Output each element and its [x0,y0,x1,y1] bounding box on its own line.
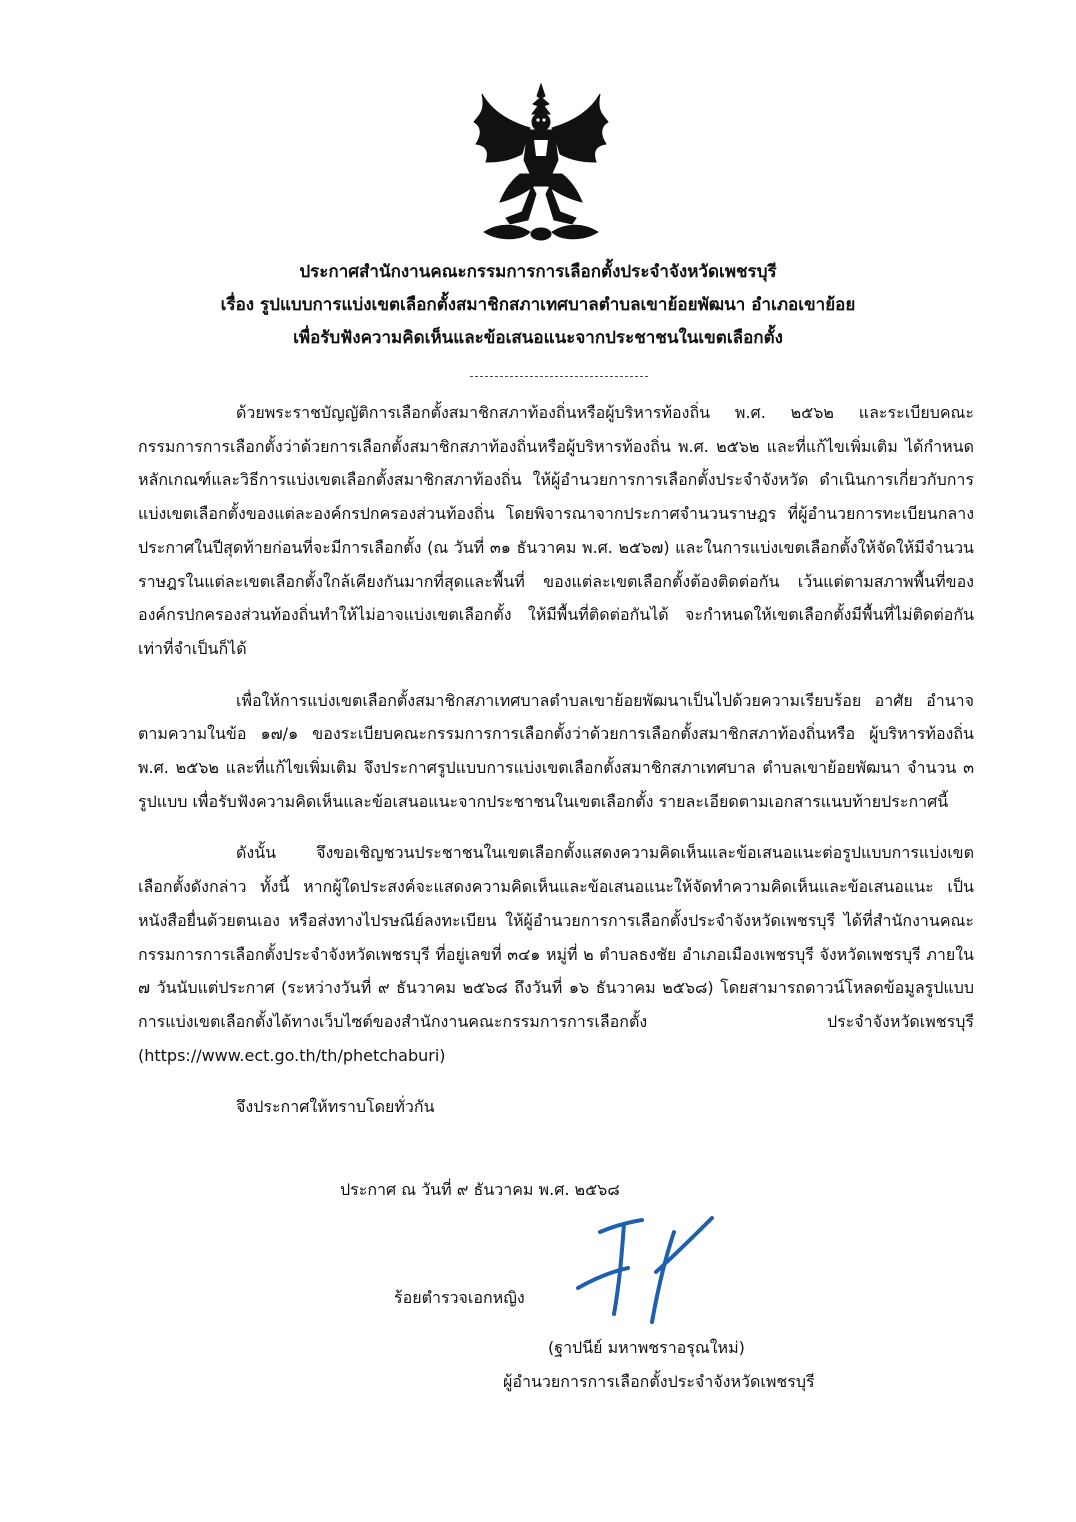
signer-position: ผู้อำนวยการการเลือกตั้งประจำจังหวัดเพชรบุรี [503,1372,815,1391]
garuda-emblem-icon [470,82,612,246]
body-paragraph: ดังนั้น จึงขอเชิญชวนประชาชนในเขตเลือกตั้งแสดงความคิดเห็นและข้อเสนอแนะต่อรูปแบบการแบ่งเขต เลือกตั้งดังกล่าว ทั้งนี้ หากผู้ใดประสงค์จะแสดงความคิดเห็นและข้อเสนอแนะให้จัดทำความคิดเห็นและข้อเสนอแนะ เป็นหนังสือยื่นด้วยตนเอง หรือส่งทางไปรษณีย์ลงทะเบียน ให้ผู้อำนวยการการเลือกตั้งประจำจังหวัดเพชรบุรี ได้ที่สำนักงานคณะกรรมการการเลือกตั้งประจำจังหวัดเพชรบุรี ที่อยู่เลขที่ ๓๔๑ หมู่ที่ ๒ ตำบลธงชัย อำเภอเมืองเพชรบุรี จังหวัดเพชรบุรี ภายใน ๗ วันนับแต่ประกาศ (ระหว่างวันที่ ๙ ธันวาคม ๒๕๖๘ ถึงวันที่ ๑๖ ธันวาคม ๒๕๖๘) โดยสามารถดาวน์โหลดข้อมูลรูปแบบการแบ่งเขตเลือกตั้งได้ทางเว็บไซต์ของสำนักงานคณะกรรมการการเลือกตั้ง ประจำจังหวัดเพชรบุรี (https://www.ect.go.th/th/phetchaburi) [138,843,974,1065]
body-paragraph: เพื่อให้การแบ่งเขตเลือกตั้งสมาชิกสภาเทศบาลตำบลเขาย้อยพัฒนาเป็นไปด้วยความเรียบร้อย อาศัย อำนาจตามความในข้อ ๑๗/๑ ของระเบียบคณะกรรมการการเลือกตั้งว่าด้วยการเลือกตั้งสมาชิกสภาท้องถิ่นหรือ ผู้บริหารท้องถิ่น พ.ศ. ๒๕๖๒ และที่แก้ไขเพิ่มเติม จึงประกาศรูปแบบการแบ่งเขตเลือกตั้งสมาชิกสภาเทศบาล ตำบลเขาย้อยพัฒนา จำนวน ๓ รูปแบบ เพื่อรับฟังความคิดเห็นและข้อเสนอแนะจากประชาชนในเขตเลือกตั้ง รายละเอียดตามเอกสารแนบท้ายประกาศนี้ [138,690,974,811]
announcement-body [138,396,974,1124]
announcement-date: ประกาศ ณ วันที่ ๙ ธันวาคม พ.ศ. ๒๕๖๘ [340,1180,620,1199]
body-paragraph: ด้วยพระราชบัญญัติการเลือกตั้งสมาชิกสภาท้องถิ่นหรือผู้บริหารท้องถิ่น พ.ศ. ๒๕๖๒ และระเบียบคณะกรรมการการเลือกตั้งว่าด้วยการเลือกตั้งสมาชิกสภาท้องถิ่นหรือผู้บริหารท้องถิ่น พ.ศ. ๒๕๖๒ และที่แก้ไขเพิ่มเติม ได้กำหนดหลักเกณฑ์และวิธีการแบ่งเขตเลือกตั้งสมาชิกสภาท้องถิ่น ให้ผู้อำนวยการการเลือกตั้งประจำจังหวัด ดำเนินการเกี่ยวกับการแบ่งเขตเลือกตั้งของแต่ละองค์กรปกครองส่วนท้องถิ่น โดยพิจารณาจากประกาศจำนวนราษฎร ที่ผู้อำนวยการทะเบียนกลางประกาศในปีสุดท้ายก่อนที่จะมีการเลือกตั้ง (ณ วันที่ ๓๑ ธันวาคม พ.ศ. ๒๕๖๗) และในการแบ่งเขตเลือกตั้งให้จัดให้มีจำนวนราษฎรในแต่ละเขตเลือกตั้งใกล้เคียงกันมากที่สุดและพื้นที่ ของแต่ละเขตเลือกตั้งต้องติดต่อกัน เว้นแต่ตามสภาพพื้นที่ขององค์กรปกครองส่วนท้องถิ่นทำให้ไม่อาจแบ่งเขตเลือกตั้ง ให้มีพื้นที่ติดต่อกันได้ จะกำหนดให้เขตเลือกตั้งมีพื้นที่ไม่ติดต่อกันเท่าที่จำเป็นก็ได้ [138,403,974,658]
announcement-title [100,256,976,355]
handwritten-signature [570,1210,720,1340]
title-line: ประกาศสำนักงานคณะกรรมการการเลือกตั้งประจำจังหวัดเพชรบุรี [299,262,777,282]
subject-line: เรื่อง รูปแบบการแบ่งเขตเลือกตั้งสมาชิกสภาเทศบาลตำบลเขาย้อยพัฒนา อำเภอเขาย้อย [220,295,856,315]
signer-name: (ฐาปนีย์ มหาพชราอรุณใหม่) [548,1338,745,1357]
signer-rank: ร้อยตำรวจเอกหญิง [394,1288,525,1307]
closing-line: จึงประกาศให้ทราบโดยทั่วกัน [236,1097,435,1117]
title-divider [470,376,648,377]
purpose-line: เพื่อรับฟังความคิดเห็นและข้อเสนอแนะจากประชาชนในเขตเลือกตั้ง [293,328,783,348]
